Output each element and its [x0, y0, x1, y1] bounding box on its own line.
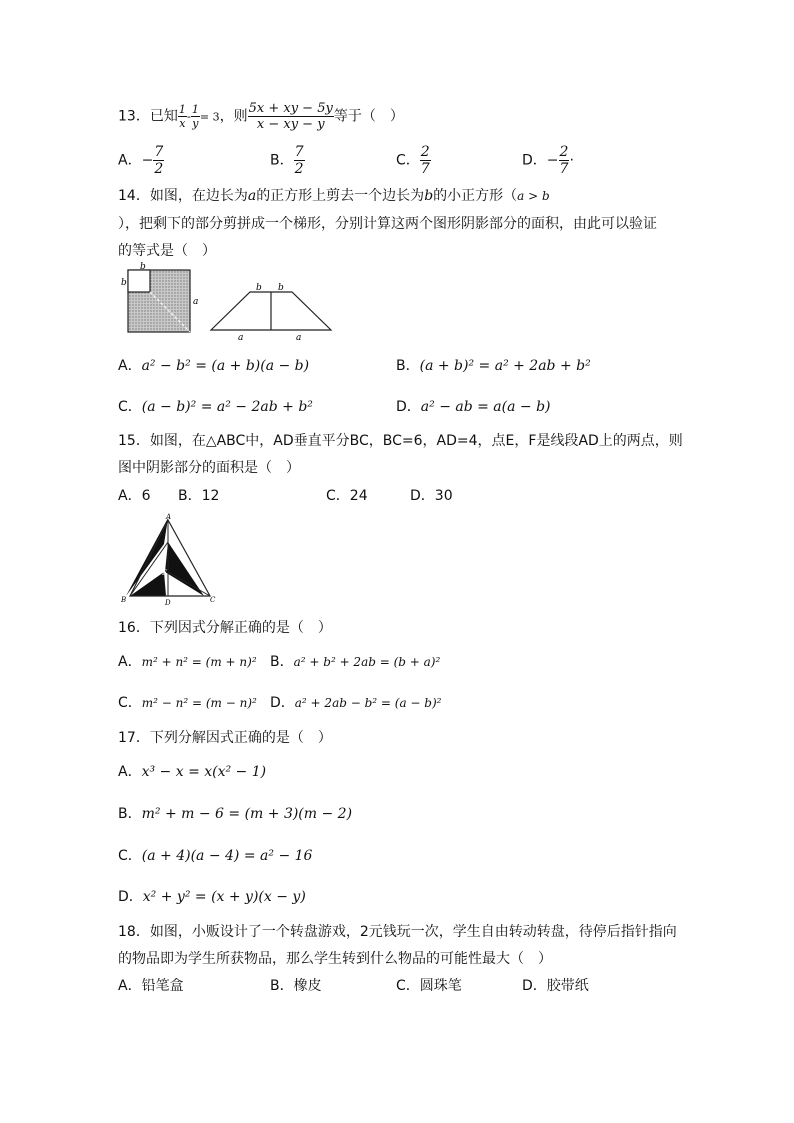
- question-14-line2: ），把剩下的部分剪拼成一个梯形，分别计算这两个图形阴影部分的面积，由此可以验证: [118, 216, 657, 232]
- q16-option-b[interactable]: B．a² + b² + 2ab = (b + a)²: [270, 654, 441, 670]
- point-D: D: [165, 599, 171, 607]
- q16-option-d[interactable]: D．a² + 2ab − b² = (a − b)²: [270, 695, 442, 711]
- stem-text: 已知: [149, 108, 178, 125]
- q13-option-b[interactable]: B． $\frac{7}{2}$: [270, 144, 304, 177]
- q14-option-b[interactable]: B．(a + b)² = a² + 2ab + b²: [396, 358, 591, 374]
- q13-option-d[interactable]: D．− $\frac{2}{7}$ ·: [522, 144, 574, 177]
- q18-option-a[interactable]: A．铅笔盒: [118, 978, 184, 994]
- q18-option-b[interactable]: B．橡皮: [270, 978, 322, 994]
- q14-option-d[interactable]: D．a² − ab = a(a − b): [396, 399, 551, 415]
- point-E: E: [171, 538, 177, 546]
- q16-option-a[interactable]: A．m² + n² = (m + n)²: [118, 654, 257, 670]
- q15-option-c[interactable]: C．24: [326, 488, 368, 504]
- q18-option-d[interactable]: D．胶带纸: [522, 978, 589, 994]
- q15-option-d[interactable]: D．30: [410, 488, 453, 504]
- q17-option-d[interactable]: D．x² + y² = (x + y)(x − y): [118, 889, 306, 905]
- q14-option-c[interactable]: C．(a − b)² = a² − 2ab + b²: [118, 399, 313, 415]
- q16-option-c[interactable]: C．m² − n² = (m − n)²: [118, 695, 257, 711]
- question-18-line1: 18．如图，小贩设计了一个转盘游戏，2元钱玩一次，学生自由转动转盘，待停后指针指向: [118, 924, 677, 940]
- q15-option-a[interactable]: A．6: [118, 488, 151, 504]
- vertex-B: B: [121, 596, 127, 604]
- trapezoid-figure: [208, 280, 334, 342]
- point-F: F: [162, 569, 167, 577]
- q18-option-c[interactable]: C．圆珠笔: [396, 978, 462, 994]
- triangle-figure: [118, 512, 220, 608]
- question-15-line1: 15．如图，在△ABC中，AD垂直平分BC，BC=6，AD=4，点E，F是线段AD上的两点，则: [118, 433, 683, 449]
- fraction-1-over-x: $\frac{1}{x}$: [178, 103, 186, 130]
- fraction-1-over-y: $\frac{1}{y}$: [191, 103, 199, 130]
- label-a-right: a: [193, 297, 199, 307]
- expression-fraction: $\frac{5x + xy - 5y}{x - xy - y}$: [248, 101, 333, 132]
- question-16-stem: 16．下列因式分解正确的是（ ）: [118, 620, 332, 636]
- question-17-stem: 17．下列分解因式正确的是（ ）: [118, 730, 332, 746]
- question-14-line1: 14．如图，在边长为a的正方形上剪去一个边长为b的小正方形（a > b: [118, 188, 550, 204]
- q13-option-c[interactable]: C． $\frac{2}{7}$: [396, 144, 430, 177]
- question-14-line3: 的等式是（ ）: [118, 243, 216, 259]
- label-trap-b2: b: [278, 283, 284, 293]
- square-figure: [120, 262, 210, 336]
- question-15-line2: 图中阴影部分的面积是（ ）: [118, 460, 300, 476]
- question-13-stem: 13．已知 $\frac{1}{x}$ - $\frac{1}{y}$ = 3，则 $\frac{5x + xy - 5y}{x - xy - y}$ 等于（ ）: [118, 101, 404, 132]
- vertex-A: A: [166, 513, 172, 521]
- q17-option-a[interactable]: A．x³ − x = x(x² − 1): [118, 764, 267, 780]
- question-number: 13．: [118, 108, 150, 125]
- label-trap-b1: b: [256, 283, 262, 293]
- label-trap-a2: a: [296, 333, 302, 342]
- q15-option-b[interactable]: B．12: [178, 488, 220, 504]
- label-b-left: b: [121, 278, 127, 288]
- label-trap-a1: a: [238, 333, 244, 342]
- q17-option-b[interactable]: B．m² + m − 6 = (m + 3)(m − 2): [118, 806, 353, 822]
- q14-option-a[interactable]: A．a² − b² = (a + b)(a − b): [118, 358, 310, 374]
- vertex-C: C: [210, 596, 216, 604]
- q13-option-a[interactable]: A．− $\frac{7}{2}$: [118, 144, 164, 177]
- q17-option-c[interactable]: C．(a + 4)(a − 4) = a² − 16: [118, 848, 313, 864]
- label-b-top: b: [140, 262, 146, 272]
- question-18-line2: 的物品即为学生所获物品，那么学生转到什么物品的可能性最大（ ）: [118, 951, 552, 967]
